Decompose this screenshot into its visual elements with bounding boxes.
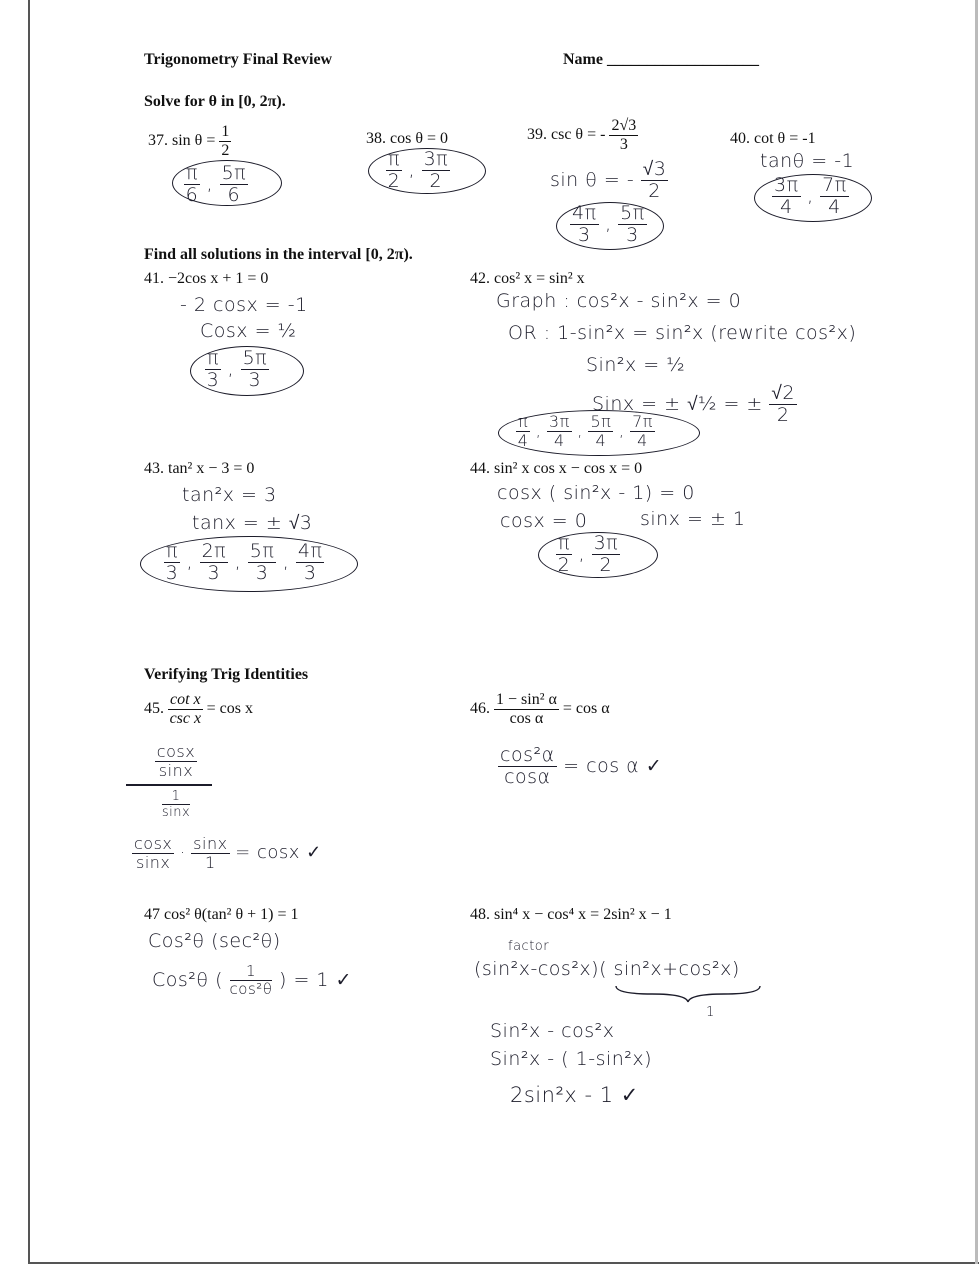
problem-42-work-4: Sinx = ± √½ = ± $\frac{√2}{2}$ [592,382,795,426]
problem-46: 46. $\frac{\text{1 − sin² α}}{\text{cos α}}$ = cos α [470,691,610,727]
problem-42-work-3: Sin²x = ½ [586,354,686,376]
problem-42-work-2: OR : 1-sin²x = sin²x (rewrite cos²x) [508,322,857,344]
problem-48-underbrace [614,984,764,1004]
problem-43-answer-2: $\frac{2\pi}{3}$ [201,540,227,584]
problem-44-work-1: cosx ( sin²x - 1) = 0 [497,482,695,504]
problem-45-work-3: $\frac{\cos x}{\sin x}$ · $\frac{\sin x}{1}$ = cosx ✓ [134,834,322,872]
problem-38-answer: $\frac{\pi}{2}$ , $\frac{3\pi}{2}$ [387,148,449,192]
problem-42-label: 42. cos² x = sin² x [470,270,585,287]
page-border-right [975,0,978,1264]
problem-41-work-1: - 2 cosx = -1 [180,294,308,316]
problem-41-label: 41. −2cos x + 1 = 0 [144,270,269,287]
problem-42-answer-2: $\frac{3\pi}{4}$ [548,412,570,450]
problem-45-main-fraction-bar [126,784,212,786]
problem-48-work-4: 2sin²x - 1 ✓ [510,1083,639,1107]
problem-47-work-2: Cos²θ ( $\frac{1}{\text{cos²θ}}$ ) = 1 ✓ [152,962,352,998]
problem-40-label: 40. cot θ = -1 [730,130,816,147]
problem-43-answer-3: $\frac{5\pi}{3}$ [249,540,275,584]
section-heading-solve: Solve for θ in [0, 2π). [144,93,286,110]
problem-47-work-1: Cos²θ (sec²θ) [148,930,281,952]
problem-42-work-1: Graph : cos²x - sin²x = 0 [496,290,742,312]
problem-43-answer-1: $\frac{\pi}{3}$ [165,540,179,584]
section-heading-find-all: Find all solutions in the interval [0, 2π). [144,246,413,263]
problem-47-label: 47 cos² θ(tan² θ + 1) = 1 [144,906,299,923]
problem-45-work-denominator: $\frac{1}{\sin x}$ [161,789,191,820]
problem-45: 45. cot x csc x = cos x [144,691,254,727]
problem-39-label: 39. csc θ = - [527,126,606,144]
problem-48-work-2: Sin²x - cos²x [490,1020,615,1042]
problem-44-work-2b: sinx = ± 1 [640,508,746,530]
name-field[interactable]: Name ___________________ [563,51,759,68]
problem-43-work-1: tan²x = 3 [182,484,277,506]
problem-40-work: tanθ = -1 [760,150,855,172]
problem-40-answer: $\frac{3\pi}{4}$ , $\frac{7\pi}{4}$ [774,174,847,218]
problem-39-answer: $\frac{4\pi}{3}$ , $\frac{5\pi}{3}$ [572,202,645,246]
problem-48-work-3: Sin²x - ( 1-sin²x) [490,1048,653,1070]
page-border-left [28,0,30,1262]
problem-42-answer-separator: , [530,421,547,440]
problem-37-answer: $\frac{\pi}{6}$ , $\frac{5\pi}{6}$ [185,162,247,206]
page-border-bottom [28,1262,979,1264]
problem-43-work-2: tanx = ± √3 [192,512,313,534]
problem-46-work: $\frac{\text{cos²α}}{\cos\alpha}$ = cos α ✓ [500,744,663,788]
problem-42-answer-separator: , [613,421,631,440]
problem-43-answer-4: $\frac{4\pi}{3}$ [297,540,323,584]
problem-43-answer-separator: , [228,551,248,573]
problem-39 [527,118,638,153]
problem-42-answer-separator: , [571,421,589,440]
problem-42-answers [516,414,655,449]
problem-44-answer: $\frac{\pi}{2}$ , $\frac{3\pi}{2}$ [557,532,619,576]
problem-43-answers [164,542,324,583]
problem-42-answer-4: $\frac{7\pi}{4}$ [632,412,653,450]
problem-39-work: sin θ = - $\frac{√3}{2}$ [550,158,667,202]
problem-45-work-numerator: $\frac{\cos x}{\sin x}$ [156,742,196,780]
problem-41-work-2: Cosx = ½ [200,320,297,342]
problem-44-work-2a: cosx = 0 [500,510,588,532]
problem-44-label: 44. sin² x cos x − cos x = 0 [470,460,643,477]
problem-48-work-1: (sin²x-cos²x)( sin²x+cos²x) [474,958,740,980]
problem-37-fraction: $\frac{1}{2}$ [221,123,230,159]
problem-48-factor-note: factor [508,939,550,954]
problem-37-label: 37. sin θ = [148,132,216,150]
section-heading-identities: Verifying Trig Identities [144,666,309,683]
problem-39-fraction: $\frac{2√3}{3}$ [611,117,637,153]
worksheet-title: Trigonometry Final Review [144,51,333,68]
problem-43-answer-separator: , [276,551,296,573]
problem-42-answer-1: $\frac{\pi}{4}$ [517,412,529,450]
problem-41-answer: $\frac{\pi}{3}$ , $\frac{5\pi}{3}$ [206,347,268,391]
problem-43-label: 43. tan² x − 3 = 0 [144,460,255,477]
problem-48-brace-note: 1 [706,1005,715,1020]
problem-43-answer-separator: , [179,551,200,573]
problem-37 [148,124,231,159]
problem-38-label: 38. cos θ = 0 [366,130,449,147]
problem-48-label: 48. sin⁴ x − cos⁴ x = 2sin² x − 1 [470,906,672,923]
problem-42-answer-3: $\frac{5\pi}{4}$ [590,412,612,450]
